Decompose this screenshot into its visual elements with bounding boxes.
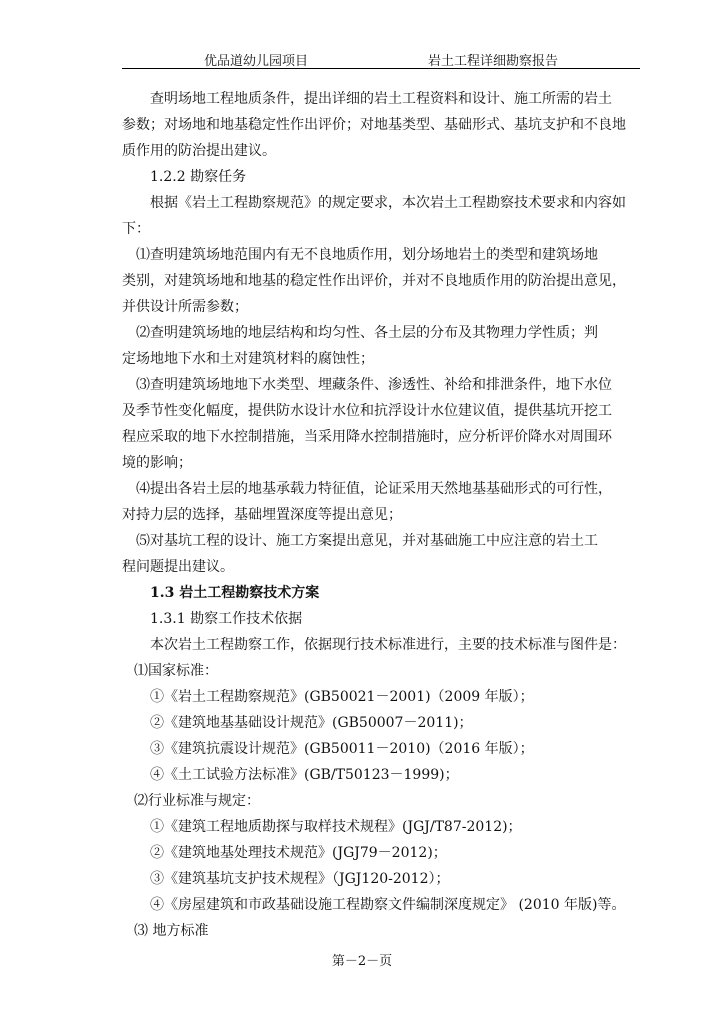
- text-line: ⑶查明建筑场地地下水类型、埋藏条件、渗透性、补给和排泄条件，地下水位: [136, 377, 612, 393]
- page-header: [122, 50, 640, 69]
- text-line: ⑴查明建筑场地范围内有无不良地质作用，划分场地岩土的类型和建筑场地: [136, 247, 598, 263]
- text-line: ⑵查明建筑场地的地层结构和均匀性、各土层的分布及其物理力学性质；判: [136, 325, 598, 341]
- text-line: ⑸对基坑工程的设计、施工方案提出意见，并对基础施工中应注意的岩土工: [136, 533, 598, 549]
- header-project-name: 优品道幼儿园项目: [204, 54, 309, 69]
- text-line: ②《建筑地基处理技术规范》(JGJ79－2012)；: [150, 845, 447, 861]
- text-line: 境的影响；: [122, 455, 192, 471]
- text-line: 质作用的防治提出建议。: [122, 143, 276, 159]
- text-line: 查明场地工程地质条件，提出详细的岩土工程资料和设计、施工所需的岩土: [150, 91, 612, 107]
- header-report-title: 岩土工程详细勘察报告: [428, 54, 559, 69]
- text-line: ①《建筑工程地质勘探与取样技术规程》(JGJ/T87-2012)；: [150, 819, 522, 835]
- text-line: 根据《岩土工程勘察规范》的规定要求，本次岩土工程勘察技术要求和内容如: [150, 195, 626, 211]
- text-line: ①《岩土工程勘察规范》(GB50021－2001)（2009 年版）；: [150, 689, 534, 705]
- text-line: 1.2.2 勘察任务: [150, 169, 247, 185]
- text-line: 并供设计所需参数；: [122, 299, 248, 315]
- page-number: 第－2－页: [331, 954, 393, 969]
- text-line: 程问题提出建议。: [122, 559, 234, 575]
- text-line: ②《建筑地基基础设计规范》(GB50007－2011)；: [150, 715, 473, 731]
- text-line: 下：: [122, 221, 150, 237]
- text-line: ④《房屋建筑和市政基础设施工程勘察文件编制深度规定》 (2010 年版)等。: [150, 897, 626, 913]
- text-line: 及季节性变化幅度，提供防水设计水位和抗浮设计水位建议值，提供基坑开挖工: [122, 403, 612, 419]
- text-line: 类别，对建筑场地和地基的稳定性作出评价，并对不良地质作用的防治提出意见，: [122, 273, 626, 289]
- document-body: [122, 86, 640, 944]
- text-line: ⑴国家标准：: [134, 663, 218, 679]
- text-line: ④《土工试验方法标准》(GB/T50123－1999)；: [150, 767, 459, 783]
- text-line: ③《建筑抗震设计规范》(GB50011－2010)（2016 年版）；: [150, 741, 534, 757]
- text-line: ⑵行业标准与规定：: [134, 793, 260, 809]
- text-line: 本次岩土工程勘察工作，依据现行技术标准进行，主要的技术标准与图件是：: [150, 637, 626, 653]
- text-line: 1.3.1 勘察工作技术依据: [150, 611, 303, 627]
- text-line: ⑷提出各岩土层的地基承载力特征值，论证采用天然地基基础形式的可行性，: [136, 481, 612, 497]
- text-line: ⑶ 地方标准: [134, 923, 209, 939]
- text-line: 对持力层的选择，基础埋置深度等提出意见；: [122, 507, 402, 523]
- section-heading: 1.3 岩土工程勘察技术方案: [150, 585, 320, 601]
- text-line: 程应采取的地下水控制措施，当采用降水控制措施时，应分析评价降水对周围环: [122, 429, 612, 445]
- text-line: 定场地地下水和土对建筑材料的腐蚀性；: [122, 351, 374, 367]
- text-line: 参数；对场地和地基稳定性作出评价；对地基类型、基础形式、基坑支护和不良地: [122, 117, 626, 133]
- text-line: ③《建筑基坑支护技术规程》（JGJ120-2012）；: [150, 871, 450, 887]
